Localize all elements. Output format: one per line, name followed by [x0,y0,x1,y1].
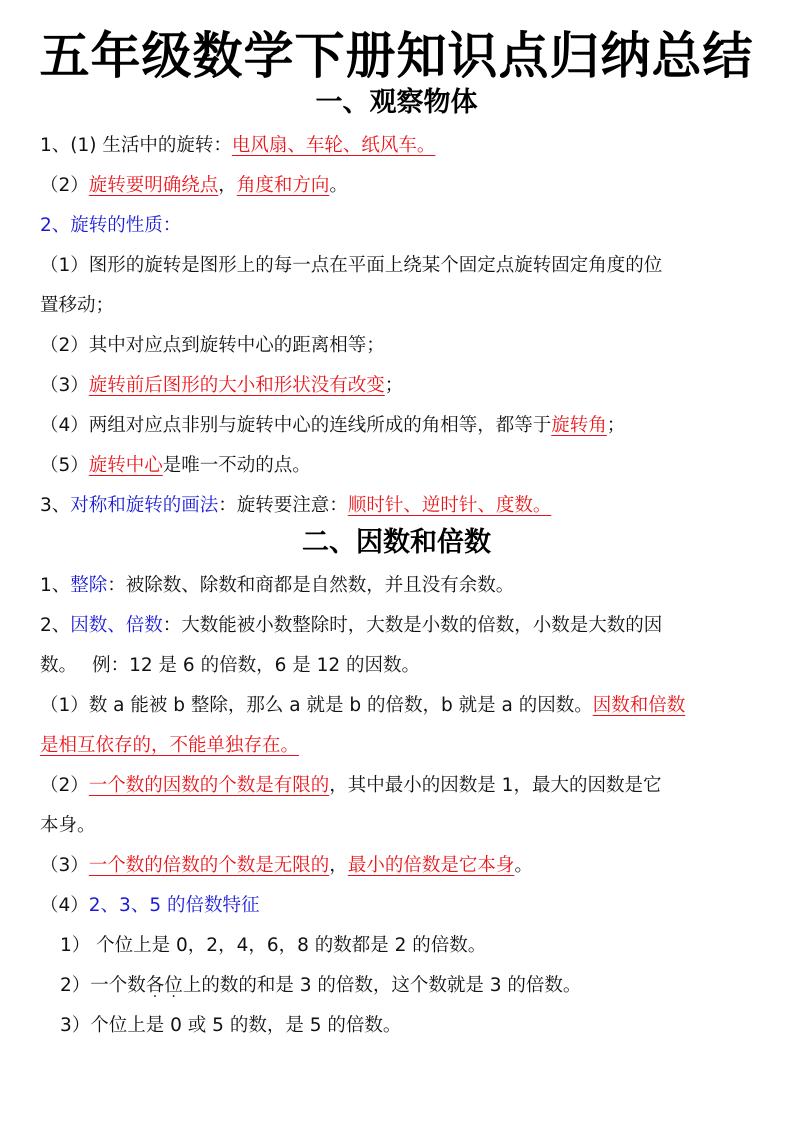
term-text: 2、3、5 的倍数特征 [88,895,260,916]
term-text: 因数、倍数 [70,615,163,636]
highlight-text: 顺时针、逆时针、度数。 [347,495,552,516]
highlight-text: 角度和方向 [236,175,330,196]
highlight-text: 旋转角 [551,415,607,436]
text-line: （1）图形的旋转是图形上的每一点在平面上绕某个固定点旋转固定角度的位 [40,255,663,276]
text-line: 1、(1) 生活中的旋转：电风扇、车轮、纸风车。 [40,135,436,156]
text-line: 本身。 [40,815,96,836]
document-title: 五年级数学下册知识点归纳总结 [39,27,754,85]
text-line: 1、整除：被除数、除数和商都是自然数，并且没有余数。 [40,575,515,596]
highlight-text: 旋转要明确绕点 [88,175,219,196]
text-line: （1）数 a 能被 b 整除，那么 a 就是 b 的倍数，b 就是 a 的因数。因数和倍数 [40,695,686,716]
text-line: 数。 例：12 是 6 的倍数，6 是 12 的因数。 [40,655,421,676]
highlight-text: 是相互依存的，不能单独存在。 [40,735,300,756]
emphasis-dot-char: 位 [164,975,183,996]
highlight-text: 旋转中心 [88,455,163,476]
text-line: （2）其中对应点到旋转中心的距离相等； [40,335,385,356]
text-line: 3）个位上是 0 或 5 的数，是 5 的倍数。 [60,1015,402,1036]
highlight-text: 最小的倍数是它本身 [347,855,515,876]
highlight-text: 因数和倍数 [592,695,686,716]
highlight-text: 一个数的因数的个数是有限的 [88,775,330,796]
subheading: 2、旋转的性质： [40,215,182,236]
text-line: 2、因数、倍数：大数能被小数整除时，大数是小数的倍数，小数是大数的因 [40,615,663,636]
text-line: （3）旋转前后图形的大小和形状没有改变； [40,375,404,396]
section-heading-factors-multiples: 二、因数和倍数 [302,527,491,558]
text-line: 2）一个数各位上的数的和是 3 的倍数，这个数就是 3 的倍数。 [60,975,582,996]
text-line: （2）一个数的因数的个数是有限的，其中最小的因数是 1，最大的因数是它 [40,775,662,796]
emphasis-dot-char: 各 [145,975,165,996]
section-heading-observe-objects: 一、观察物体 [315,87,478,118]
text-line [40,733,760,759]
text-line: 1） 个位上是 0，2，4，6，8 的数都是 2 的倍数。 [60,935,487,956]
highlight-text: 一个数的倍数的个数是无限的 [88,855,330,876]
term-text: 对称和旋转的画法 [70,495,219,516]
text-line: （3）一个数的倍数的个数是无限的，最小的倍数是它本身。 [40,855,533,876]
text-line: （4）2、3、5 的倍数特征 [40,895,260,916]
text-line: （2）旋转要明确绕点，角度和方向。 [40,175,348,196]
highlight-text: 电风扇、车轮、纸风车。 [231,135,436,156]
text-line: 3、对称和旋转的画法：旋转要注意：顺时针、逆时针、度数。 [40,495,552,516]
text-line: （5）旋转中心是唯一不动的点。 [40,455,311,476]
text-line: 置移动； [40,295,115,316]
highlight-text: 旋转前后图形的大小和形状没有改变 [88,375,385,396]
text-line: （4）两组对应点非别与旋转中心的连线所成的角相等，都等于旋转角； [40,415,626,436]
term-text: 整除 [70,575,108,596]
